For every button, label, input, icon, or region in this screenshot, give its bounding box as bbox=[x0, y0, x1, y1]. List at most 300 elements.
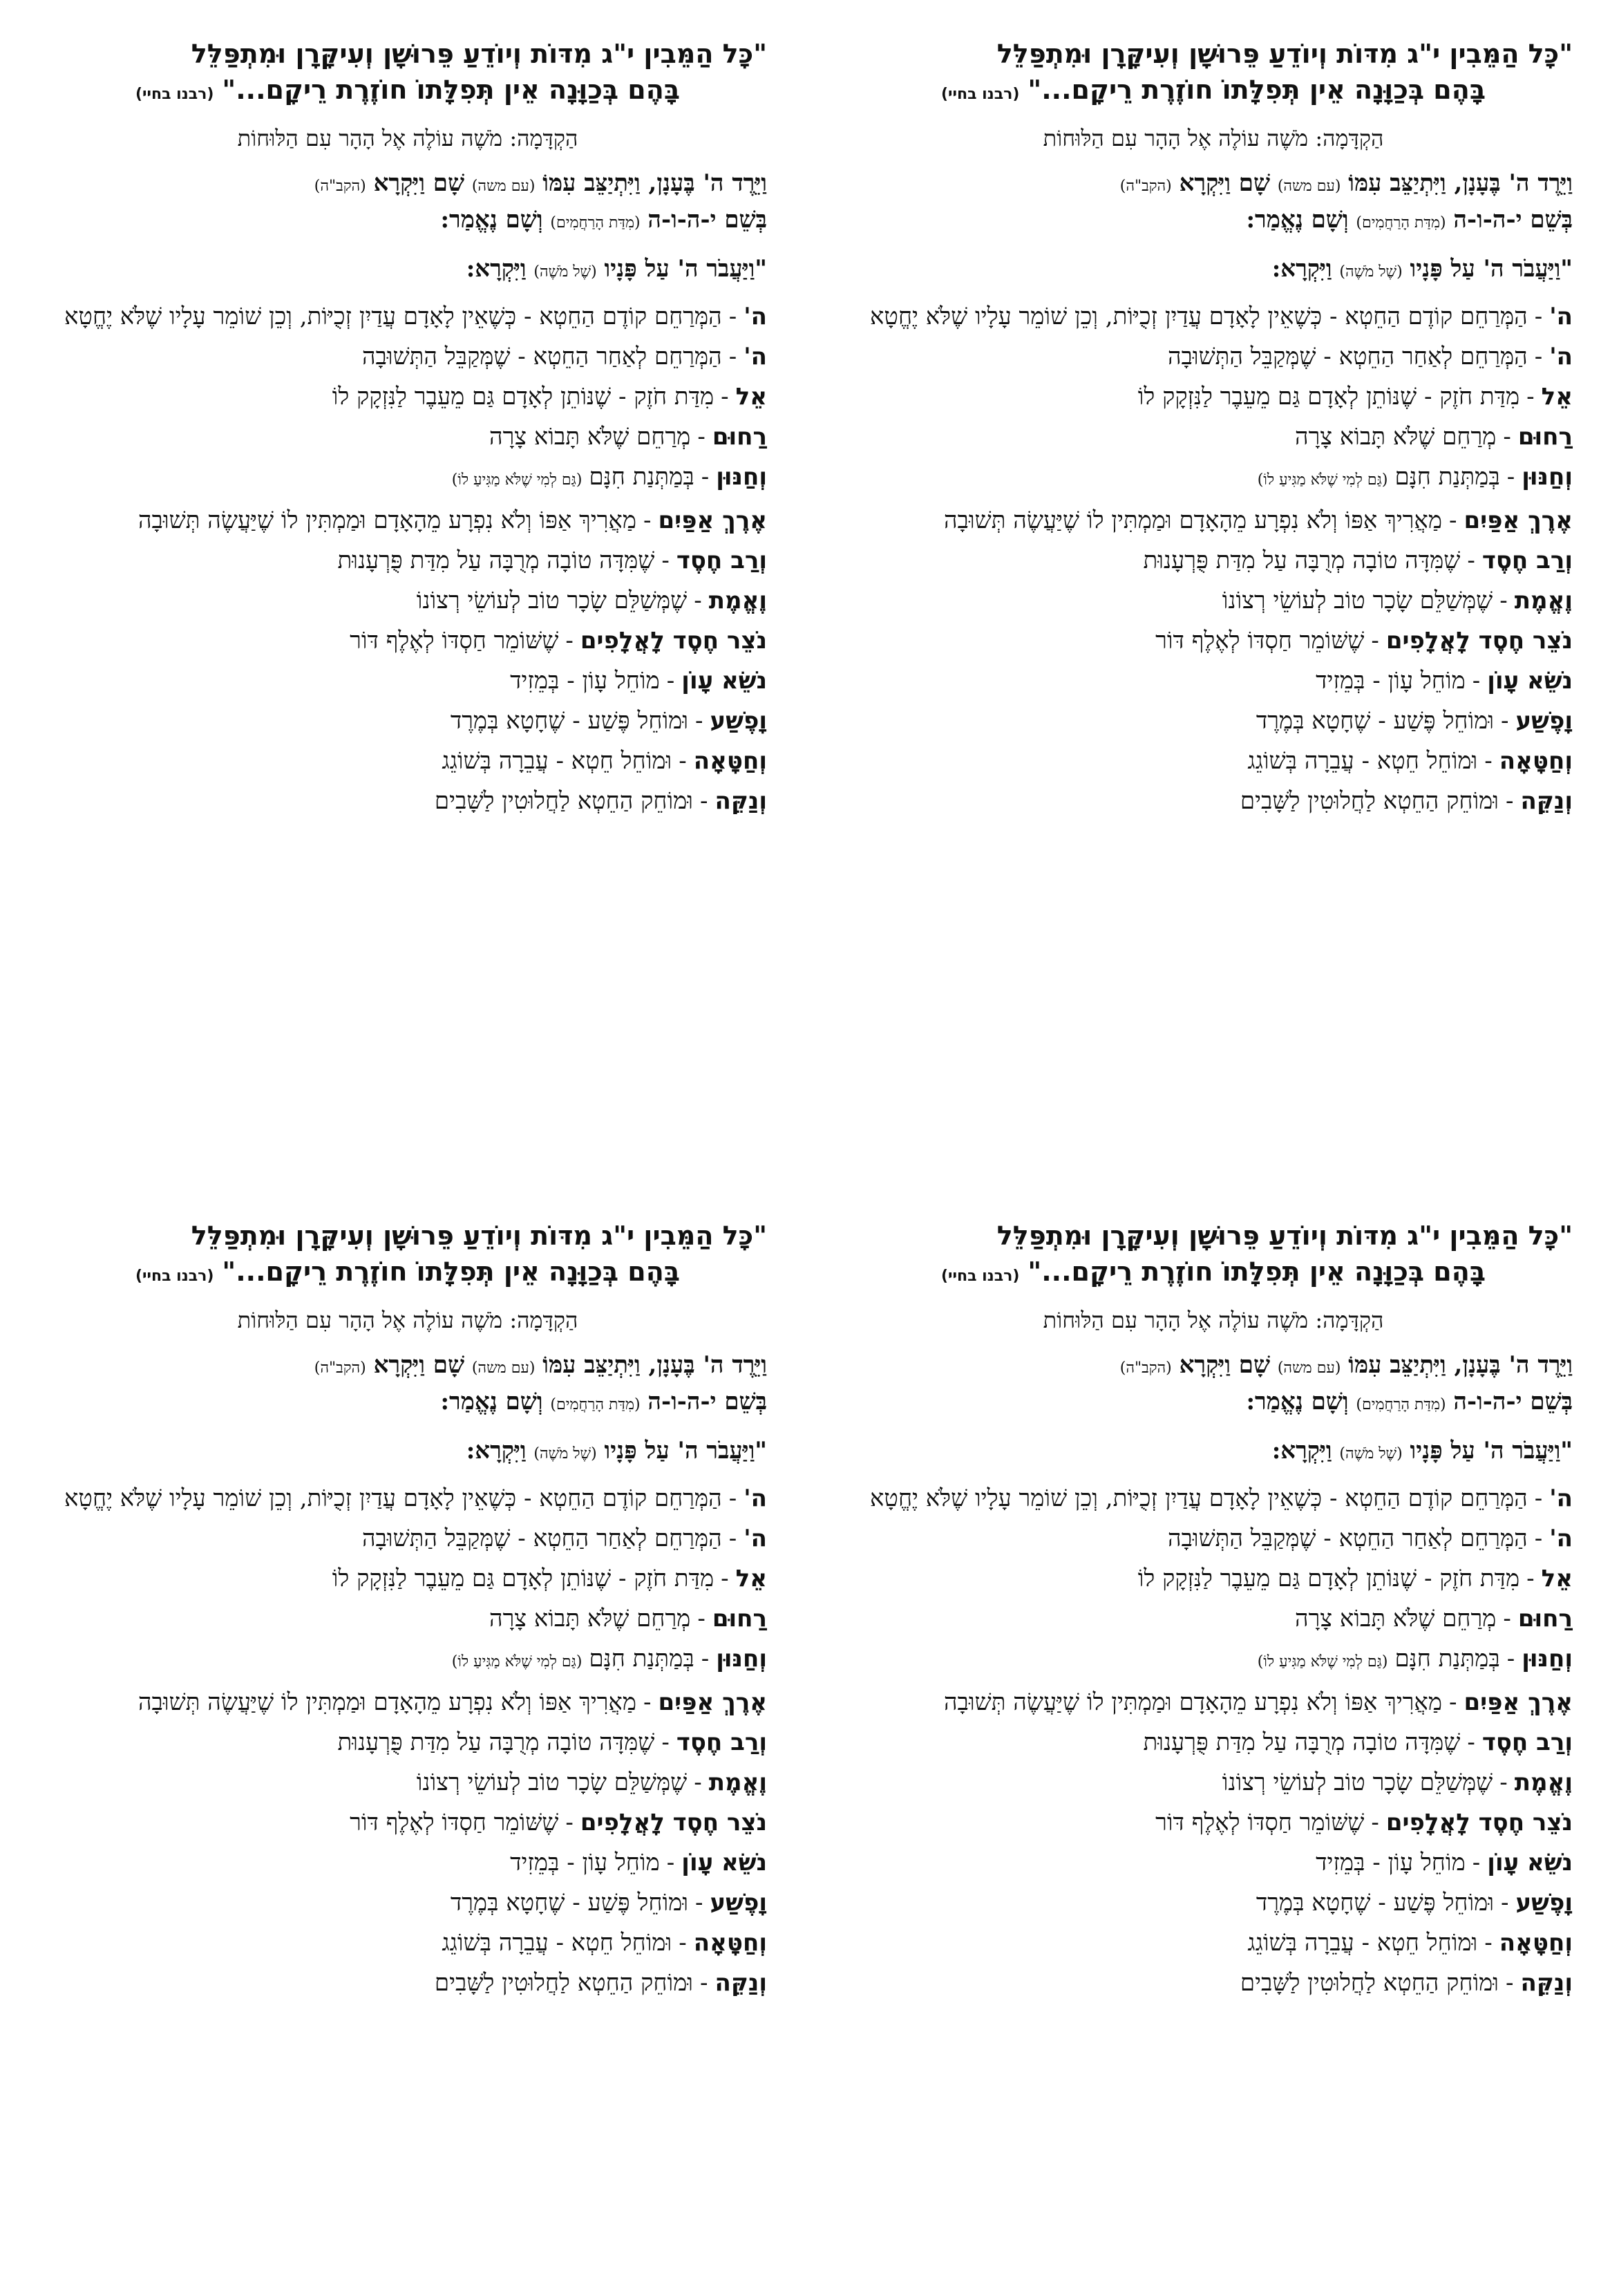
verse-1-note1: (עם משה) bbox=[471, 1359, 536, 1377]
verse-2-note1: (מִדַּת הָרַחֲמִים) bbox=[1356, 214, 1446, 232]
attribute-description-text: בְּמַתְּנַת חִנָּם bbox=[1394, 1645, 1500, 1673]
attribute-description-text: מִדַּת חֹזֶק - שֶׁנּוֹתֵן לְאָדָם גַּם מֵעֵבֶר לַנִּזְקָק לוֹ bbox=[1137, 383, 1520, 411]
row-gap bbox=[48, 372, 767, 382]
attribute-term: וְחַטָּאָה bbox=[693, 747, 767, 775]
attribute-dash: - bbox=[666, 1849, 675, 1876]
attribute-term: נֹשֵׂא עָוֹן bbox=[1487, 667, 1573, 695]
verse-3a: "וַיַּעֲבֹר ה' עַל פָּנָיו bbox=[604, 255, 767, 283]
verse-line-1 bbox=[48, 1348, 767, 1385]
row-gap bbox=[48, 736, 767, 746]
attribute-row bbox=[854, 1687, 1573, 1718]
attribute-list bbox=[854, 301, 1573, 816]
attribute-row bbox=[48, 382, 767, 412]
verse-1-note1: (עם משה) bbox=[1277, 178, 1341, 195]
verse-line-2 bbox=[854, 203, 1573, 240]
attribute-description-text: וּמוֹחֵק הַחֵטְא לַחֲלוּטִין לַשָּׁבִים bbox=[1240, 1969, 1499, 1997]
attribute-row bbox=[48, 1968, 767, 1998]
row-gap bbox=[48, 656, 767, 666]
verse-1-note2: (הקב"ה) bbox=[314, 178, 366, 195]
attribute-row bbox=[854, 1807, 1573, 1838]
header-title-line2 bbox=[48, 1254, 767, 1295]
attribute-dash: - bbox=[1534, 303, 1543, 330]
verse-1a: וַיֵּרֶד ה' בֶּעָנָן, וַיִּתְיַצֵּב עִמּוֹ bbox=[1348, 169, 1573, 197]
attribute-description-text: הַמְּרַחֵם קוֹדֶם הַחֵטְא - כְּשֶׁאֵין לָאָדָם עֲדַיִן זְכֻיּוֹת, וְכֵן שׁוֹמֵר עָלָיו שֶׁלֹּא יֶחֱטָא bbox=[64, 303, 722, 330]
attribute-row bbox=[48, 1928, 767, 1958]
verse-2a: בְּשֵׁם י-ה-ו-ה bbox=[647, 206, 767, 234]
verse-1b: שָׁם וַיִּקְרָא bbox=[1179, 1351, 1271, 1379]
attribute-dash: - bbox=[694, 1769, 702, 1796]
attribute-dash: - bbox=[679, 1929, 687, 1957]
row-gap bbox=[854, 616, 1573, 625]
row-gap bbox=[48, 1838, 767, 1847]
attribute-term: נֹצֵר חֶסֶד לָאֲלָפִים bbox=[580, 1809, 767, 1836]
verse-3a: "וַיַּעֲבֹר ה' עַל פָּנָיו bbox=[604, 1437, 767, 1465]
verse-1-note1: (עם משה) bbox=[471, 178, 536, 195]
row-gap bbox=[48, 1958, 767, 1968]
attribute-description bbox=[854, 1888, 1494, 1918]
attribute-dash: - bbox=[661, 1729, 670, 1756]
attribute-row bbox=[48, 1807, 767, 1838]
attribute-description-text: בְּמַתְּנַת חִנָּם bbox=[589, 463, 694, 491]
row-gap bbox=[48, 1918, 767, 1928]
attribute-term: וָפֶשַׁע bbox=[1515, 1889, 1573, 1917]
attribute-description-text: שֶׁמְּשַׁלֵּם שָׂכָר טוֹב לְעוֹשֵׂי רְצוֹנוֹ bbox=[1222, 587, 1493, 614]
attribute-description bbox=[854, 301, 1528, 332]
row-gap bbox=[854, 576, 1573, 585]
attribute-term: וָפֶשַׁע bbox=[710, 1889, 767, 1917]
attribute-term: אֶרֶךְ אַפַּיִם bbox=[1464, 507, 1573, 534]
attribute-dash: - bbox=[643, 507, 652, 534]
attribute-row bbox=[854, 462, 1573, 496]
attribute-row bbox=[854, 706, 1573, 736]
attribute-dash: - bbox=[1506, 1645, 1515, 1673]
attribute-description bbox=[48, 1767, 687, 1798]
attribute-term: וָפֶשַׁע bbox=[1515, 707, 1573, 735]
attribute-note: (גַּם לְמִי שֶׁלֹּא מַגִּיעַ לוֹ) bbox=[451, 471, 583, 489]
attribute-dash: - bbox=[1506, 1969, 1514, 1997]
attribute-term: וְרַב חֶסֶד bbox=[1481, 1729, 1573, 1756]
attribute-description-text: וּמוֹחֵל פֶּשַׁע - שֶׁחָטָא בְּמֶרֶד bbox=[450, 1889, 689, 1917]
attribute-description bbox=[48, 382, 714, 412]
attribute-row bbox=[48, 786, 767, 816]
attribute-description bbox=[854, 786, 1499, 816]
header-title-line2-text: בָּהֶם בְּכַוָּנָה אֵין תְּפִלָּתוֹ חוֹזֶרֶת רֵיקָם..." bbox=[1027, 75, 1486, 105]
row-gap bbox=[48, 1718, 767, 1727]
attribute-description bbox=[48, 1968, 693, 1998]
attribute-dash: - bbox=[728, 303, 737, 330]
attribute-description-text: הַמְּרַחֵם לְאַחַר הַחֵטְא - שֶׁמְּקַבֵּל הַתְּשׁוּבָה bbox=[361, 343, 722, 370]
attribute-term: אֵל bbox=[1541, 1565, 1573, 1592]
header-source: (רבנו בחיי) bbox=[940, 1268, 1020, 1285]
verse-2a: בְּשֵׁם י-ה-ו-ה bbox=[1453, 206, 1573, 234]
attribute-row bbox=[48, 1523, 767, 1554]
verse-3b: וַיִּקְרָא: bbox=[1271, 255, 1332, 283]
attribute-term: וֶאֱמֶת bbox=[708, 1769, 767, 1796]
verse-1a: וַיֵּרֶד ה' בֶּעָנָן, וַיִּתְיַצֵּב עִמּוֹ bbox=[542, 169, 767, 197]
attribute-description-text: שֶׁמְּשַׁלֵּם שָׂכָר טוֹב לְעוֹשֵׂי רְצוֹנוֹ bbox=[416, 587, 688, 614]
attribute-description bbox=[854, 585, 1493, 616]
attribute-description bbox=[854, 1563, 1519, 1594]
verse-3a: "וַיַּעֲבֹר ה' עַל פָּנָיו bbox=[1410, 255, 1573, 283]
row-gap bbox=[854, 1838, 1573, 1847]
row-gap bbox=[48, 1798, 767, 1807]
attribute-description bbox=[854, 666, 1466, 696]
row-gap bbox=[48, 1634, 767, 1644]
row-gap bbox=[854, 1798, 1573, 1807]
attribute-dash: - bbox=[1503, 423, 1511, 451]
verse-3a: "וַיַּעֲבֹר ה' עַל פָּנָיו bbox=[1410, 1437, 1573, 1465]
attribute-description-text: הַמְּרַחֵם לְאַחַר הַחֵטְא - שֶׁמְּקַבֵּל הַתְּשׁוּבָה bbox=[1167, 343, 1528, 370]
attribute-description bbox=[48, 1687, 636, 1718]
attribute-row bbox=[48, 462, 767, 496]
attribute-description bbox=[854, 706, 1494, 736]
verse-3-note1: (שֶׁל מֹשֶׁה) bbox=[1339, 263, 1403, 281]
attribute-row bbox=[854, 625, 1573, 656]
attribute-description-text: וּמוֹחֵק הַחֵטְא לַחֲלוּטִין לַשָּׁבִים bbox=[434, 1969, 694, 1997]
attribute-dash: - bbox=[679, 747, 687, 775]
header-source: (רבנו בחיי) bbox=[940, 86, 1020, 103]
attribute-dash: - bbox=[1526, 1565, 1535, 1592]
verse-line-2 bbox=[48, 1385, 767, 1422]
verse-line-1 bbox=[854, 167, 1573, 203]
row-gap bbox=[854, 1594, 1573, 1603]
attribute-description-text: מַאֲרִיךְ אַפּוֹ וְלֹא נִפְרָע מֵהָאָדָם וּמַמְתִּין לוֹ שֶׁיַּעֲשֶׂה תְּשׁוּבָה bbox=[944, 507, 1442, 534]
spacer bbox=[854, 240, 1573, 252]
attribute-row bbox=[48, 341, 767, 372]
attribute-term: אֶרֶךְ אַפַּיִם bbox=[1464, 1688, 1573, 1716]
attribute-term: וָפֶשַׁע bbox=[710, 707, 767, 735]
intro-line: הַקְדָּמָה: מֹשֶׁה עוֹלֶה אֶל הָהָר עִם הַלּוּחוֹת bbox=[1043, 125, 1384, 151]
attribute-description bbox=[48, 1807, 558, 1838]
attribute-description-text: מוֹחֵל עָוֹן - בְּמֵזִיד bbox=[1316, 1849, 1466, 1876]
attribute-term: וְרַב חֶסֶד bbox=[676, 1729, 767, 1756]
attribute-description bbox=[48, 1727, 654, 1758]
attribute-row bbox=[854, 382, 1573, 412]
row-gap bbox=[854, 412, 1573, 422]
attribute-row bbox=[854, 1727, 1573, 1758]
row-gap bbox=[854, 332, 1573, 341]
attribute-dash: - bbox=[1449, 507, 1457, 534]
attribute-row bbox=[854, 545, 1573, 576]
header-title-line2-text: בָּהֶם בְּכַוָּנָה אֵין תְּפִלָּתוֹ חוֹזֶרֶת רֵיקָם..." bbox=[1027, 1257, 1486, 1287]
header-title-line2-text: בָּהֶם בְּכַוָּנָה אֵין תְּפִלָּתוֹ חוֹזֶרֶת רֵיקָם..." bbox=[222, 75, 681, 105]
attribute-term: וְנַקֵּה bbox=[1520, 787, 1573, 815]
attribute-description bbox=[48, 341, 722, 372]
attribute-term: וֶאֱמֶת bbox=[1514, 1769, 1573, 1796]
attribute-description-text: שֶׁמִּדָּה טוֹבָה מְרֻבָּה עַל מִדַּת פֻּרְעָנוּת bbox=[337, 547, 655, 574]
attribute-dash: - bbox=[661, 547, 670, 574]
verse-2b: וְשָׁם נֶאֱמַר: bbox=[440, 206, 543, 234]
verse-line-1 bbox=[854, 1348, 1573, 1385]
card-bottom-left bbox=[48, 1218, 767, 2296]
attribute-description-text: שֶׁמְּשַׁלֵּם שָׂכָר טוֹב לְעוֹשֵׂי רְצוֹנוֹ bbox=[416, 1769, 688, 1796]
attribute-term: רַחוּם bbox=[1517, 1605, 1573, 1632]
attribute-row bbox=[854, 505, 1573, 536]
row-gap bbox=[854, 1677, 1573, 1687]
attribute-description-text: שֶׁשּׁוֹמֵר חַסְדּוֹ לְאֶלֶף דּוֹר bbox=[350, 1809, 559, 1836]
attribute-description bbox=[48, 786, 693, 816]
attribute-row bbox=[48, 746, 767, 776]
row-gap bbox=[48, 1677, 767, 1687]
row-gap bbox=[48, 452, 767, 462]
attribute-description bbox=[48, 625, 558, 656]
attribute-description-text: וּמוֹחֵל פֶּשַׁע - שֶׁחָטָא בְּמֶרֶד bbox=[1256, 1889, 1495, 1917]
attribute-term: נֹצֵר חֶסֶד לָאֲלָפִים bbox=[1385, 1809, 1573, 1836]
header-title-line2-text: בָּהֶם בְּכַוָּנָה אֵין תְּפִלָּתוֹ חוֹזֶרֶת רֵיקָם..." bbox=[222, 1257, 681, 1287]
verse-line-3 bbox=[48, 252, 767, 289]
attribute-dash: - bbox=[1449, 1688, 1457, 1716]
attribute-description-text: מִדַּת חֹזֶק - שֶׁנּוֹתֵן לְאָדָם גַּם מֵעֵבֶר לַנִּזְקָק לוֹ bbox=[332, 383, 714, 411]
attribute-row bbox=[48, 1727, 767, 1758]
header-title-line2 bbox=[854, 72, 1573, 113]
verse-1-note2: (הקב"ה) bbox=[1119, 178, 1172, 195]
attribute-description bbox=[854, 341, 1528, 372]
verse-1b: שָׁם וַיִּקְרָא bbox=[1179, 169, 1271, 197]
attribute-description bbox=[48, 422, 690, 452]
spacer bbox=[48, 1471, 767, 1483]
attribute-dash: - bbox=[565, 1809, 574, 1836]
attribute-term: וְחַנּוּן bbox=[716, 1645, 767, 1673]
attribute-list bbox=[48, 1483, 767, 1998]
attribute-dash: - bbox=[701, 463, 710, 491]
attribute-term: וְחַטָּאָה bbox=[1499, 747, 1573, 775]
attribute-term: וְנַקֵּה bbox=[714, 787, 767, 815]
row-gap bbox=[854, 1634, 1573, 1644]
row-gap bbox=[48, 776, 767, 786]
attribute-term: ה' bbox=[744, 1485, 767, 1512]
spacer bbox=[854, 1422, 1573, 1434]
attribute-description-text: שֶׁשּׁוֹמֵר חַסְדּוֹ לְאֶלֶף דּוֹר bbox=[350, 627, 559, 655]
attribute-description bbox=[48, 1644, 694, 1677]
attribute-term: רַחוּם bbox=[712, 423, 767, 451]
attribute-dash: - bbox=[721, 1565, 729, 1592]
attribute-dash: - bbox=[1484, 747, 1493, 775]
attribute-term: נֹשֵׂא עָוֹן bbox=[1487, 1849, 1573, 1876]
attribute-term: וְחַטָּאָה bbox=[1499, 1929, 1573, 1957]
attribute-description bbox=[854, 422, 1496, 452]
row-gap bbox=[854, 1554, 1573, 1563]
attribute-row bbox=[48, 545, 767, 576]
attribute-description-text: מְרַחֵם שֶׁלֹּא תָּבוֹא צָרָה bbox=[489, 1605, 691, 1632]
attribute-dash: - bbox=[1501, 1889, 1509, 1917]
attribute-description-text: שֶׁמִּדָּה טוֹבָה מְרֻבָּה עַל מִדַּת פֻּרְעָנוּת bbox=[1143, 547, 1461, 574]
attribute-dash: - bbox=[721, 383, 729, 411]
attribute-dash: - bbox=[700, 1969, 708, 1997]
row-gap bbox=[48, 1514, 767, 1523]
row-gap bbox=[854, 1758, 1573, 1767]
attribute-row bbox=[854, 666, 1573, 696]
header-title-line2 bbox=[854, 1254, 1573, 1295]
card-top-left bbox=[48, 36, 767, 1114]
attribute-description-text: מִדַּת חֹזֶק - שֶׁנּוֹתֵן לְאָדָם גַּם מֵעֵבֶר לַנִּזְקָק לוֹ bbox=[332, 1565, 714, 1592]
row-gap bbox=[854, 536, 1573, 545]
row-gap bbox=[48, 496, 767, 505]
attribute-dash: - bbox=[1534, 343, 1543, 370]
spacer bbox=[48, 240, 767, 252]
header-title-line1: "כָּל הַמֵּבִין י"ג מִדּוֹת וְיוֹדֵעַ פֵּרוּשָׁן וְעִיקָּרָן וּמִתְפַּלֵּל bbox=[996, 1221, 1573, 1251]
attribute-description-text: וּמוֹחֵק הַחֵטְא לַחֲלוּטִין לַשָּׁבִים bbox=[1240, 787, 1499, 815]
attribute-description bbox=[48, 1603, 690, 1634]
attribute-row bbox=[48, 1563, 767, 1594]
attribute-description-text: וּמוֹחֵל חֵטְא - עֲבֵרָה בְּשׁוֹגֵג bbox=[1247, 747, 1478, 775]
attribute-description bbox=[48, 666, 660, 696]
attribute-list bbox=[854, 1483, 1573, 1998]
header-source: (רבנו בחיי) bbox=[135, 1268, 214, 1285]
verse-2-note1: (מִדַּת הָרַחֲמִים) bbox=[550, 1396, 641, 1413]
attribute-row bbox=[48, 706, 767, 736]
attribute-description bbox=[854, 1847, 1466, 1878]
attribute-row bbox=[854, 786, 1573, 816]
attribute-description-text: הַמְּרַחֵם קוֹדֶם הַחֵטְא - כְּשֶׁאֵין לָאָדָם עֲדַיִן זְכֻיּוֹת, וְכֵן שׁוֹמֵר עָלָיו שֶׁלֹּא יֶחֱטָא bbox=[870, 1485, 1528, 1512]
attribute-row bbox=[854, 1928, 1573, 1958]
row-gap bbox=[854, 696, 1573, 706]
row-gap bbox=[854, 1958, 1573, 1968]
row-gap bbox=[854, 496, 1573, 505]
attribute-list bbox=[48, 301, 767, 816]
attribute-dash: - bbox=[1467, 1729, 1475, 1756]
attribute-dash: - bbox=[1371, 627, 1379, 655]
attribute-description-text: שֶׁמְּשַׁלֵּם שָׂכָר טוֹב לְעוֹשֵׂי רְצוֹנוֹ bbox=[1222, 1769, 1493, 1796]
row-gap bbox=[854, 776, 1573, 786]
verse-3b: וַיִּקְרָא: bbox=[466, 1437, 527, 1465]
attribute-description-text: וּמוֹחֵל חֵטְא - עֲבֵרָה בְּשׁוֹגֵג bbox=[442, 747, 672, 775]
row-gap bbox=[854, 1878, 1573, 1888]
attribute-dash: - bbox=[728, 343, 737, 370]
attribute-description bbox=[854, 1968, 1499, 1998]
attribute-row bbox=[48, 301, 767, 332]
attribute-description bbox=[48, 1847, 660, 1878]
verse-2b: וְשָׁם נֶאֱמַר: bbox=[1246, 1388, 1349, 1415]
row-gap bbox=[854, 1718, 1573, 1727]
card-top-right bbox=[854, 36, 1573, 1114]
attribute-row bbox=[48, 1603, 767, 1634]
attribute-dash: - bbox=[701, 1645, 710, 1673]
intro-line: הַקְדָּמָה: מֹשֶׁה עוֹלֶה אֶל הָהָר עִם הַלּוּחוֹת bbox=[237, 125, 578, 151]
attribute-row bbox=[854, 422, 1573, 452]
attribute-dash: - bbox=[643, 1688, 652, 1716]
verse-line-3 bbox=[48, 1434, 767, 1471]
attribute-description bbox=[854, 505, 1442, 536]
attribute-description bbox=[854, 1603, 1496, 1634]
attribute-row bbox=[48, 1483, 767, 1514]
row-gap bbox=[48, 696, 767, 706]
attribute-row bbox=[48, 1847, 767, 1878]
attribute-row bbox=[48, 1644, 767, 1677]
verse-2-note1: (מִדַּת הָרַחֲמִים) bbox=[1356, 1396, 1446, 1413]
attribute-term: וְרַב חֶסֶד bbox=[676, 547, 767, 574]
attribute-description-text: בְּמַתְּנַת חִנָּם bbox=[1394, 463, 1500, 491]
attribute-description bbox=[854, 746, 1477, 776]
attribute-term: ה' bbox=[744, 1525, 767, 1552]
attribute-row bbox=[48, 1888, 767, 1918]
row-gap bbox=[48, 1554, 767, 1563]
attribute-description-text: שֶׁמִּדָּה טוֹבָה מְרֻבָּה עַל מִדַּת פֻּרְעָנוּת bbox=[337, 1729, 655, 1756]
attribute-description-text: מוֹחֵל עָוֹן - בְּמֵזִיד bbox=[1316, 667, 1466, 695]
attribute-dash: - bbox=[1506, 463, 1515, 491]
attribute-dash: - bbox=[695, 1889, 703, 1917]
verse-3b: וַיִּקְרָא: bbox=[466, 255, 527, 283]
attribute-term: ה' bbox=[1549, 1525, 1573, 1552]
attribute-description-text: מַאֲרִיךְ אַפּוֹ וְלֹא נִפְרָע מֵהָאָדָם וּמַמְתִּין לוֹ שֶׁיַּעֲשֶׂה תְּשׁוּבָה bbox=[138, 507, 636, 534]
attribute-row bbox=[854, 1603, 1573, 1634]
verse-line-2 bbox=[48, 203, 767, 240]
attribute-dash: - bbox=[1526, 383, 1535, 411]
attribute-description-text: שֶׁשּׁוֹמֵר חַסְדּוֹ לְאֶלֶף דּוֹר bbox=[1155, 627, 1365, 655]
attribute-row bbox=[48, 1687, 767, 1718]
attribute-description bbox=[854, 462, 1500, 496]
attribute-description-text: וּמוֹחֵל פֶּשַׁע - שֶׁחָטָא בְּמֶרֶד bbox=[450, 707, 689, 735]
attribute-dash: - bbox=[1534, 1525, 1543, 1552]
attribute-description-text: וּמוֹחֵל חֵטְא - עֲבֵרָה בְּשׁוֹגֵג bbox=[1247, 1929, 1478, 1957]
spacer bbox=[48, 289, 767, 301]
attribute-dash: - bbox=[694, 587, 702, 614]
attribute-note: (גַּם לְמִי שֶׁלֹּא מַגִּיעַ לוֹ) bbox=[1257, 1653, 1388, 1671]
attribute-description bbox=[48, 1928, 672, 1958]
verse-2-note1: (מִדַּת הָרַחֲמִים) bbox=[550, 214, 641, 232]
intro-line: הַקְדָּמָה: מֹשֶׁה עוֹלֶה אֶל הָהָר עִם הַלּוּחוֹת bbox=[237, 1307, 578, 1333]
attribute-description bbox=[854, 1928, 1477, 1958]
attribute-dash: - bbox=[1472, 667, 1481, 695]
attribute-term: וְרַב חֶסֶד bbox=[1481, 547, 1573, 574]
verse-1-note1: (עם משה) bbox=[1277, 1359, 1341, 1377]
attribute-row bbox=[854, 1847, 1573, 1878]
row-gap bbox=[48, 1878, 767, 1888]
verse-1a: וַיֵּרֶד ה' בֶּעָנָן, וַיִּתְיַצֵּב עִמּוֹ bbox=[1348, 1351, 1573, 1379]
attribute-description-text: שֶׁמִּדָּה טוֹבָה מְרֻבָּה עַל מִדַּת פֻּרְעָנוּת bbox=[1143, 1729, 1461, 1756]
attribute-description bbox=[854, 545, 1460, 576]
attribute-description bbox=[854, 1727, 1460, 1758]
attribute-dash: - bbox=[695, 707, 703, 735]
attribute-description-text: מַאֲרִיךְ אַפּוֹ וְלֹא נִפְרָע מֵהָאָדָם וּמַמְתִּין לוֹ שֶׁיַּעֲשֶׂה תְּשׁוּבָה bbox=[138, 1688, 636, 1716]
card-bottom-right bbox=[854, 1218, 1573, 2296]
verse-line-2 bbox=[854, 1385, 1573, 1422]
attribute-dash: - bbox=[1484, 1929, 1493, 1957]
attribute-description-text: הַמְּרַחֵם קוֹדֶם הַחֵטְא - כְּשֶׁאֵין לָאָדָם עֲדַיִן זְכֻיּוֹת, וְכֵן שׁוֹמֵר עָלָיו שֶׁלֹּא יֶחֱטָא bbox=[870, 303, 1528, 330]
attribute-description-text: הַמְּרַחֵם קוֹדֶם הַחֵטְא - כְּשֶׁאֵין לָאָדָם עֲדַיִן זְכֻיּוֹת, וְכֵן שׁוֹמֵר עָלָיו שֶׁלֹּא יֶחֱטָא bbox=[64, 1485, 722, 1512]
row-gap bbox=[854, 372, 1573, 382]
attribute-description bbox=[48, 545, 654, 576]
spacer bbox=[854, 1471, 1573, 1483]
attribute-row bbox=[854, 1888, 1573, 1918]
attribute-row bbox=[854, 301, 1573, 332]
row-gap bbox=[854, 736, 1573, 746]
attribute-term: וְחַטָּאָה bbox=[693, 1929, 767, 1957]
row-gap bbox=[48, 576, 767, 585]
attribute-dash: - bbox=[1534, 1485, 1543, 1512]
attribute-description-text: מְרַחֵם שֶׁלֹּא תָּבוֹא צָרָה bbox=[1295, 1605, 1497, 1632]
attribute-term: ה' bbox=[1549, 303, 1573, 330]
header-title-line1: "כָּל הַמֵּבִין י"ג מִדּוֹת וְיוֹדֵעַ פֵּרוּשָׁן וְעִיקָּרָן וּמִתְפַּלֵּל bbox=[191, 39, 767, 69]
attribute-row bbox=[854, 585, 1573, 616]
header-title-line1: "כָּל הַמֵּבִין י"ג מִדּוֹת וְיוֹדֵעַ פֵּרוּשָׁן וְעִיקָּרָן וּמִתְפַּלֵּל bbox=[191, 1221, 767, 1251]
attribute-dash: - bbox=[697, 423, 705, 451]
spacer bbox=[854, 289, 1573, 301]
attribute-description bbox=[854, 625, 1364, 656]
verse-1b: שָׁם וַיִּקְרָא bbox=[373, 1351, 465, 1379]
header-title-line2 bbox=[48, 72, 767, 113]
attribute-note: (גַּם לְמִי שֶׁלֹּא מַגִּיעַ לוֹ) bbox=[1257, 471, 1388, 489]
attribute-row bbox=[854, 1767, 1573, 1798]
row-gap bbox=[854, 452, 1573, 462]
attribute-term: ה' bbox=[744, 303, 767, 330]
attribute-row bbox=[854, 1523, 1573, 1554]
attribute-dash: - bbox=[1503, 1605, 1511, 1632]
attribute-description-text: מְרַחֵם שֶׁלֹּא תָּבוֹא צָרָה bbox=[489, 423, 691, 451]
verse-1a: וַיֵּרֶד ה' בֶּעָנָן, וַיִּתְיַצֵּב עִמּוֹ bbox=[542, 1351, 767, 1379]
row-gap bbox=[48, 332, 767, 341]
attribute-description-text: מוֹחֵל עָוֹן - בְּמֵזִיד bbox=[510, 1849, 660, 1876]
header-source: (רבנו בחיי) bbox=[135, 86, 214, 103]
